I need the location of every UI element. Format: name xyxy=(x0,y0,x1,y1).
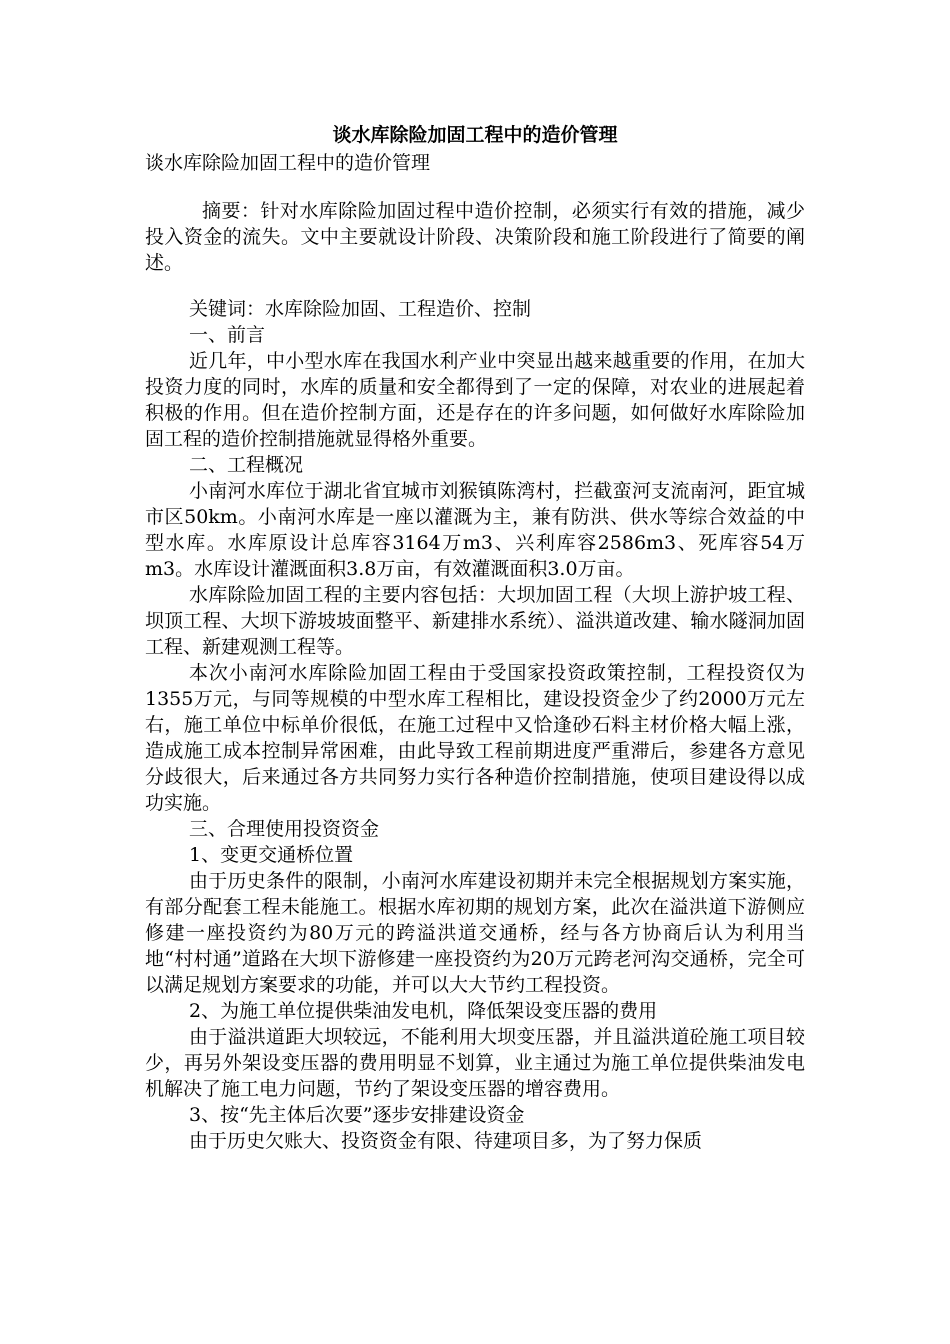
subsection-heading: 2、为施工单位提供柴油发电机，降低架设变压器的费用 xyxy=(189,1000,658,1022)
document-body xyxy=(145,296,805,1154)
subsection-heading: 3、按“先主体后次要”逐步安排建设资金 xyxy=(189,1104,525,1126)
body-paragraph: 本次小南河水库除险加固工程由于受国家投资政策控制，工程投资仅为1355万元，与同等规模的中型水库工程相比，建设投资金少了约2000万元左右，施工单位中标单价很低，在施工过程中又恰逢砂石料主材价格大幅上涨，造成施工成本控制异常困难，由此导致工程前期进度严重滞后，参建各方意见分歧很大，后来通过各方共同努力实行各种造价控制措施，使项目建设得以成功实施。 xyxy=(145,662,805,814)
body-paragraph: 由于溢洪道距大坝较远，不能利用大坝变压器，并且溢洪道砼施工项目较少，再另外架设变压器的费用明显不划算，业主通过为施工单位提供柴油发电机解决了施工电力问题，节约了架设变压器的增容费用。 xyxy=(145,1026,805,1100)
document-subtitle: 谈水库除险加固工程中的造价管理 xyxy=(145,152,431,174)
body-paragraph: 小南河水库位于湖北省宜城市刘猴镇陈湾村，拦截蛮河支流南河，距宜城市区50km。小南河水库是一座以灌溉为主，兼有防洪、供水等综合效益的中型水库。水库原设计总库容3164万m3、兴利库容2586m3、死库容54万m3。水库设计灌溉面积3.8万亩，有效灌溉面积3.0万亩。 xyxy=(145,480,805,580)
subsection-heading: 1、变更交通桥位置 xyxy=(189,844,354,866)
body-paragraph: 水库除险加固工程的主要内容包括：大坝加固工程（大坝上游护坡工程、坝顶工程、大坝下游坡坡面整平、新建排水系统）、溢洪道改建、输水隧洞加固工程、新建观测工程等。 xyxy=(145,584,805,658)
document-title: 谈水库除险加固工程中的造价管理 xyxy=(332,124,618,146)
body-paragraph: 由于历史条件的限制，小南河水库建设初期并未完全根据规划方案实施，有部分配套工程未能施工。根据水库初期的规划方案，此次在溢洪道下游侧应修建一座投资约为80万元的跨溢洪道交通桥，经与各方协商后认为利用当地“村村通”道路在大坝下游修建一座投资约为20万元跨老河沟交通桥，完全可以满足规划方案要求的功能，并可以大大节约工程投资。 xyxy=(145,870,805,996)
body-paragraph: 近几年，中小型水库在我国水利产业中突显出越来越重要的作用，在加大投资力度的同时，水库的质量和安全都得到了一定的保障，对农业的进展起着积极的作用。但在造价控制方面，还是存在的许多问题，如何做好水库除险加固工程的造价控制措施就显得格外重要。 xyxy=(145,350,805,450)
body-paragraph: 由于历史欠账大、投资资金有限、待建项目多，为了努力保质 xyxy=(189,1130,703,1152)
section-heading: 二、工程概况 xyxy=(189,454,304,476)
section-heading: 一、前言 xyxy=(189,324,266,346)
keywords-line: 关键词：水库除险加固、工程造价、控制 xyxy=(189,298,532,320)
section-heading: 三、合理使用投资资金 xyxy=(189,818,380,840)
abstract-paragraph: 摘要：针对水库除险加固过程中造价控制，必须实行有效的措施，减少投入资金的流失。文中主要就设计阶段、决策阶段和施工阶段进行了简要的阐述。 xyxy=(145,200,805,274)
